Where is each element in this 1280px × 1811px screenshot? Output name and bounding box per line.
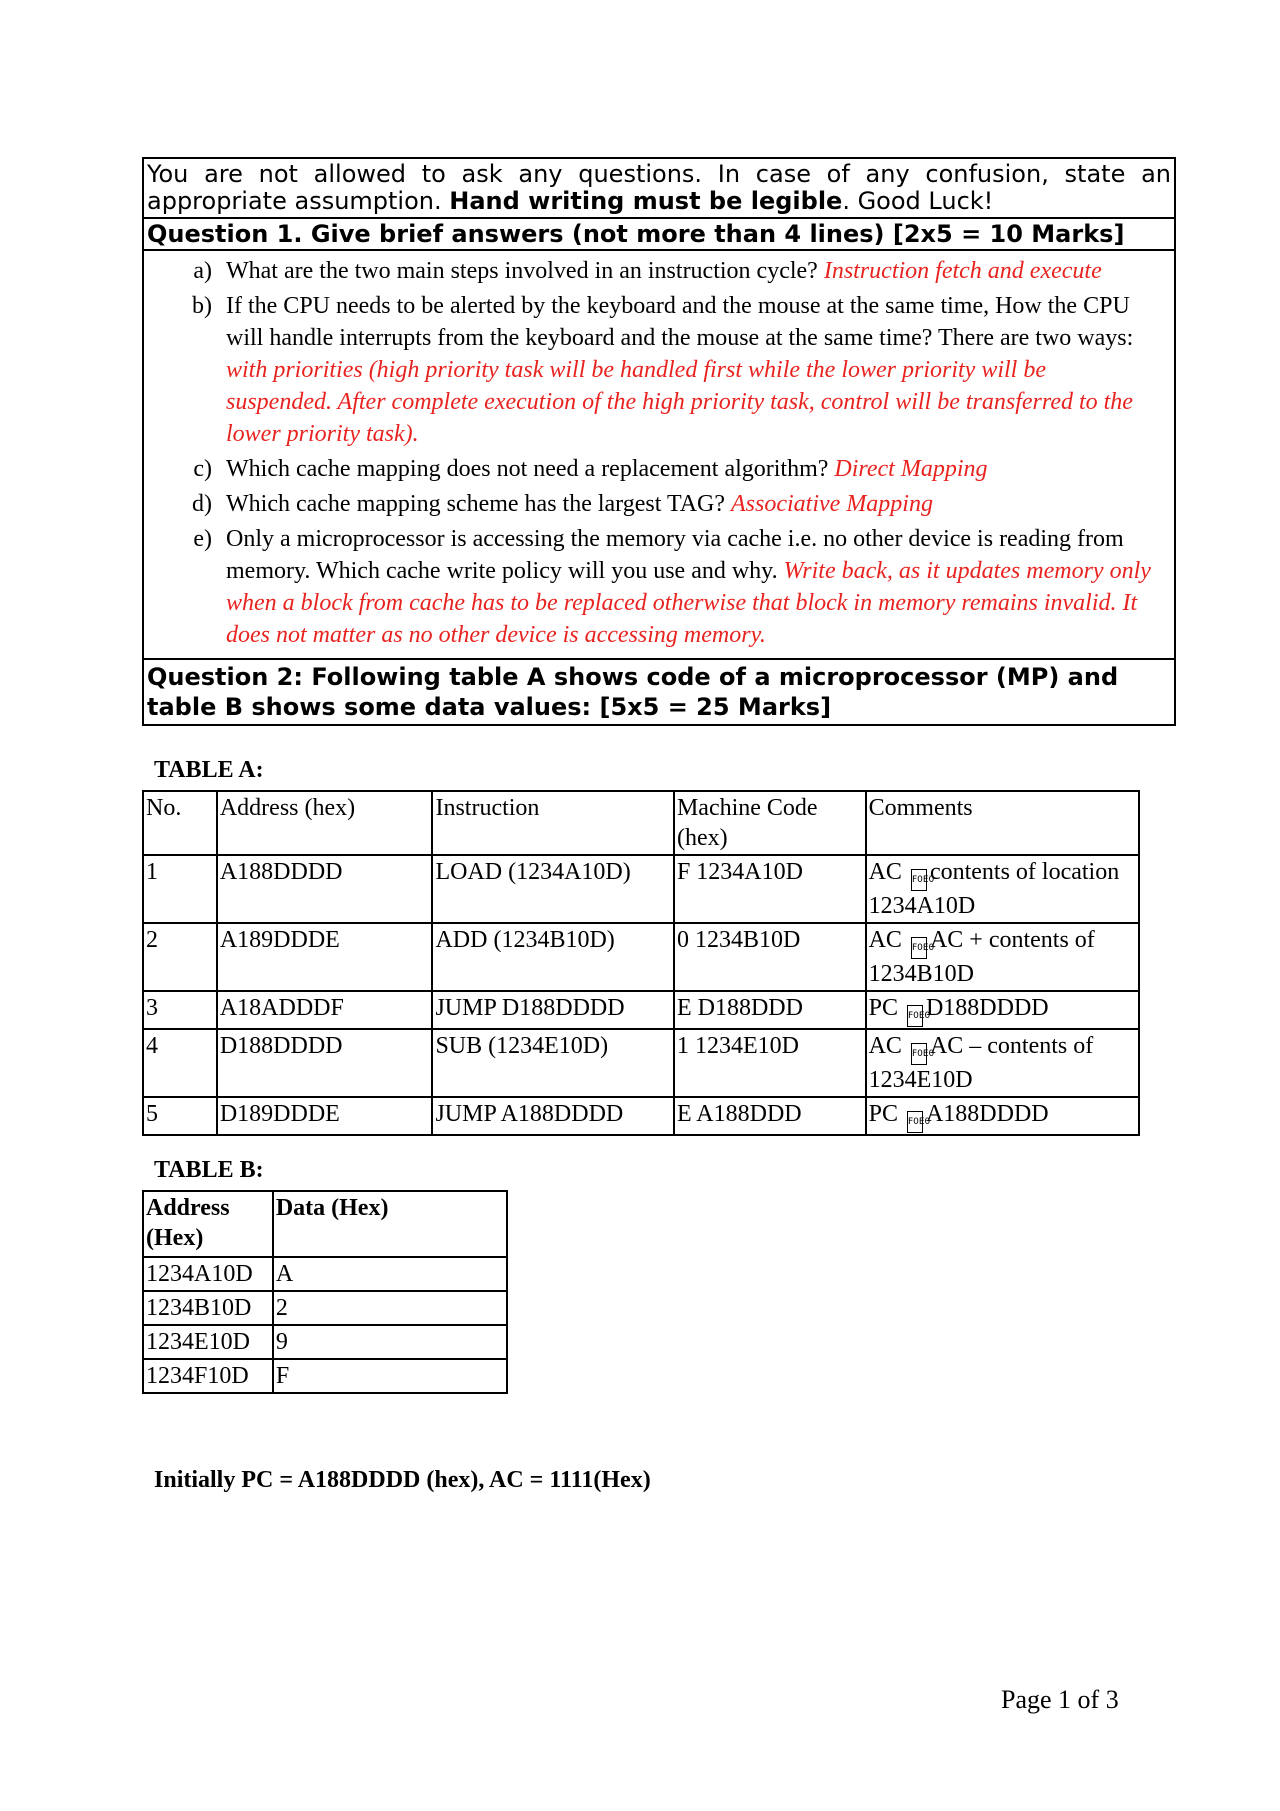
table-row <box>143 855 1139 923</box>
cell-comment <box>866 1029 1139 1097</box>
item-marker: d) <box>192 491 212 517</box>
cell-data: A <box>273 1257 507 1291</box>
item-body <box>226 255 1152 287</box>
initial-state-text: Initially PC = A188DDDD (hex), AC = 1111(Hex) <box>154 1467 651 1493</box>
cell-no: 3 <box>143 991 217 1029</box>
cell-no: 1 <box>143 855 217 923</box>
cell-instruction: ADD (1234B10D) <box>432 923 674 991</box>
question-text: Only a microprocessor is accessing the memory via cache i.e. no other device is reading from memory. Which cache write policy will you use and why. <box>226 526 1124 584</box>
cell-machine-code: F 1234A10D <box>674 855 866 923</box>
item-marker: e) <box>193 526 212 552</box>
comment-register: AC <box>868 927 908 953</box>
table-b-title: TABLE B: <box>154 1157 264 1183</box>
instructions-text <box>144 159 1174 219</box>
cell-no: 5 <box>143 1097 217 1135</box>
cell-address: 1234E10D <box>143 1325 273 1359</box>
header-cell: Data (Hex) <box>273 1191 507 1257</box>
item-body <box>226 523 1152 651</box>
question-item <box>184 453 1152 485</box>
cell-data: 9 <box>273 1325 507 1359</box>
answer-text: Instruction fetch and execute <box>823 258 1102 284</box>
question-item <box>184 523 1152 651</box>
comment-text: D188DDDD <box>925 995 1049 1021</box>
question-text: Which cache mapping does not need a replacement algorithm? <box>226 456 835 482</box>
missing-glyph-icon: F0E0 <box>911 937 927 959</box>
cell-address: 1234B10D <box>143 1291 273 1325</box>
cell-address: A188DDDD <box>217 855 433 923</box>
question-text: What are the two main steps involved in an instruction cycle? <box>226 258 824 284</box>
cell-address: D189DDDE <box>217 1097 433 1135</box>
comment-text: AC – contents of 1234E10D <box>868 1033 1094 1093</box>
header-cell: Address (hex) <box>217 791 433 855</box>
question-item <box>184 255 1152 287</box>
question-item <box>184 290 1152 450</box>
table-b-header-row <box>143 1191 507 1257</box>
cell-machine-code: E A188DDD <box>674 1097 866 1135</box>
page-number: Page 1 of 3 <box>1001 1685 1119 1714</box>
table-row <box>143 923 1139 991</box>
table-row <box>143 1359 507 1393</box>
question1-title: Question 1. Give brief answers (not more than 4 lines) [2x5 = 10 Marks] <box>144 219 1174 251</box>
comment-text: contents of location 1234A10D <box>868 859 1120 919</box>
cell-data: 2 <box>273 1291 507 1325</box>
table-row <box>143 1291 507 1325</box>
cell-machine-code: 0 1234B10D <box>674 923 866 991</box>
cell-instruction: SUB (1234E10D) <box>432 1029 674 1097</box>
intro-text: You are not allowed to ask any questions. In case of any confusion, state an appropriate assumption. <box>147 160 1171 215</box>
exam-question-box <box>142 157 1176 726</box>
question-text: If the CPU needs to be alerted by the keyboard and the mouse at the same time, How the CPU will handle interrupts from the keyboard and the mouse at the same time? There are two ways: <box>226 293 1134 351</box>
cell-no: 4 <box>143 1029 217 1097</box>
comment-text: AC + contents of 1234B10D <box>868 927 1095 987</box>
cell-address: A189DDDE <box>217 923 433 991</box>
cell-instruction: JUMP A188DDDD <box>432 1097 674 1135</box>
intro-bold-text: Hand writing must be legible <box>449 187 843 215</box>
cell-comment <box>866 1097 1139 1135</box>
comment-text: A188DDDD <box>925 1101 1049 1127</box>
comment-register: PC <box>868 995 904 1021</box>
table-row <box>143 1257 507 1291</box>
cell-no: 2 <box>143 923 217 991</box>
answer-text: with priorities (high priority task will be handled first while the lower priority will be suspended. After complete execution of the high priority task, control will be transferred to the lower priority task). <box>226 357 1133 447</box>
item-marker: c) <box>193 456 212 482</box>
item-marker: a) <box>193 258 212 284</box>
header-cell: Instruction <box>432 791 674 855</box>
header-cell: Address (Hex) <box>143 1191 273 1257</box>
cell-comment <box>866 991 1139 1029</box>
cell-instruction: LOAD (1234A10D) <box>432 855 674 923</box>
item-marker: b) <box>192 293 212 319</box>
cell-machine-code: E D188DDD <box>674 991 866 1029</box>
header-cell: No. <box>143 791 217 855</box>
table-b <box>142 1190 508 1394</box>
header-cell: Machine Code (hex) <box>674 791 866 855</box>
missing-glyph-icon: F0E0 <box>907 1005 923 1027</box>
cell-address: D188DDDD <box>217 1029 433 1097</box>
question-item <box>184 488 1152 520</box>
table-row <box>143 1325 507 1359</box>
answer-text: Write back, as it updates memory only when a block from cache has to be replaced otherwise that block in memory remains invalid. It does not matter as no other device is accessing memory. <box>226 558 1151 648</box>
cell-instruction: JUMP D188DDDD <box>432 991 674 1029</box>
table-a-header-row <box>143 791 1139 855</box>
missing-glyph-icon: F0E0 <box>907 1111 923 1133</box>
missing-glyph-icon: F0E0 <box>911 1043 927 1065</box>
table-row <box>143 1097 1139 1135</box>
item-body <box>226 488 1152 520</box>
answer-text: Direct Mapping <box>834 456 988 482</box>
cell-machine-code: 1 1234E10D <box>674 1029 866 1097</box>
cell-comment <box>866 855 1139 923</box>
item-body <box>226 453 1152 485</box>
table-a <box>142 790 1140 1136</box>
item-body <box>226 290 1152 450</box>
table-a-title: TABLE A: <box>154 757 264 783</box>
cell-address: 1234A10D <box>143 1257 273 1291</box>
table-row <box>143 1029 1139 1097</box>
comment-register: AC <box>868 859 908 885</box>
missing-glyph-icon: F0E0 <box>911 869 927 891</box>
comment-register: PC <box>868 1101 904 1127</box>
table-row <box>143 991 1139 1029</box>
question-text: Which cache mapping scheme has the largest TAG? <box>226 491 732 517</box>
cell-comment <box>866 923 1139 991</box>
question1-list <box>144 251 1174 660</box>
answer-text: Associative Mapping <box>731 491 933 517</box>
intro-text-end: . Good Luck! <box>842 187 994 215</box>
cell-address: 1234F10D <box>143 1359 273 1393</box>
question2-title: Question 2: Following table A shows code of a microprocessor (MP) and table B shows some data values: [5x5 = 25 Marks] <box>147 663 1119 721</box>
cell-data: F <box>273 1359 507 1393</box>
header-cell: Comments <box>866 791 1139 855</box>
comment-register: AC <box>868 1033 908 1059</box>
cell-address: A18ADDDF <box>217 991 433 1029</box>
